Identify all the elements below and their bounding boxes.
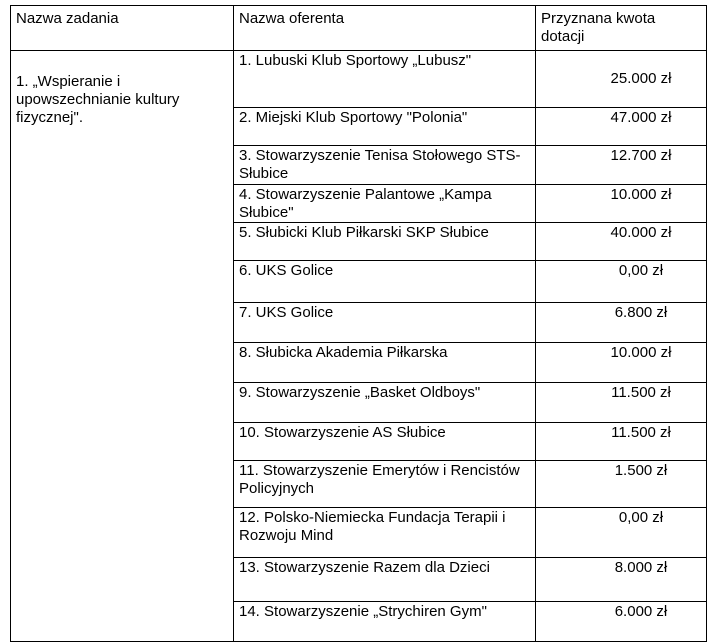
kwota-cell <box>536 558 707 602</box>
kwota-value: 10.000 zł <box>610 186 672 203</box>
header-oferent: Nazwa oferenta <box>234 6 536 51</box>
header-task: Nazwa zadania <box>11 6 234 51</box>
oferent-cell: 3. Stowarzyszenie Tenisa Stołowego STS- Słubice <box>234 146 536 185</box>
kwota-cell <box>536 51 707 108</box>
oferent-cell: 12. Polsko-Niemiecka Fundacja Terapii i Rozwoju Mind <box>234 508 536 558</box>
kwota-value: 10.000 zł <box>610 344 672 361</box>
kwota-value: 11.500 zł <box>611 384 671 401</box>
header-kwota: Przyznana kwota dotacji <box>536 6 707 51</box>
oferent-cell: 10. Stowarzyszenie AS Słubice <box>234 423 536 461</box>
oferent-cell: 1. Lubuski Klub Sportowy „Lubusz" <box>234 51 536 108</box>
kwota-value: 8.000 zł <box>614 559 668 576</box>
kwota-value: 40.000 zł <box>610 224 672 241</box>
kwota-cell <box>536 602 707 642</box>
oferent-cell: 8. Słubicka Akademia Piłkarska <box>234 343 536 383</box>
oferent-cell: 9. Stowarzyszenie „Basket Oldboys" <box>234 383 536 423</box>
oferent-cell: 6. UKS Golice <box>234 261 536 303</box>
kwota-value: 6.000 zł <box>614 603 668 620</box>
kwota-value: 6.800 zł <box>614 304 668 321</box>
kwota-cell <box>536 343 707 383</box>
kwota-value: 0,00 zł <box>618 262 664 279</box>
kwota-cell <box>536 185 707 223</box>
kwota-cell <box>536 223 707 261</box>
kwota-cell <box>536 146 707 185</box>
oferent-cell: 7. UKS Golice <box>234 303 536 343</box>
table-row <box>11 51 707 108</box>
kwota-value: 0,00 zł <box>618 509 664 526</box>
kwota-cell <box>536 461 707 508</box>
kwota-value: 1.500 zł <box>614 462 668 479</box>
kwota-cell <box>536 508 707 558</box>
oferent-cell: 2. Miejski Klub Sportowy "Polonia" <box>234 108 536 146</box>
kwota-value: 12.700 zł <box>610 147 672 164</box>
oferent-cell: 5. Słubicki Klub Piłkarski SKP Słubice <box>234 223 536 261</box>
oferent-cell: 4. Stowarzyszenie Palantowe „Kampa Słubice" <box>234 185 536 223</box>
kwota-value: 47.000 zł <box>610 109 672 126</box>
oferent-cell: 11. Stowarzyszenie Emerytów i Rencistów Policyjnych <box>234 461 536 508</box>
header-row <box>11 6 707 51</box>
kwota-cell <box>536 108 707 146</box>
kwota-cell <box>536 303 707 343</box>
kwota-cell <box>536 383 707 423</box>
grant-table <box>10 5 707 642</box>
kwota-value: 11.500 zł <box>611 424 671 441</box>
oferent-cell: 13. Stowarzyszenie Razem dla Dzieci <box>234 558 536 602</box>
kwota-cell <box>536 261 707 303</box>
oferent-cell: 14. Stowarzyszenie „Strychiren Gym" <box>234 602 536 642</box>
kwota-value: 25.000 zł <box>610 70 672 87</box>
kwota-cell <box>536 423 707 461</box>
task-name-cell: 1. „Wspieranie i upowszechnianie kultury fizycznej". <box>11 51 234 642</box>
